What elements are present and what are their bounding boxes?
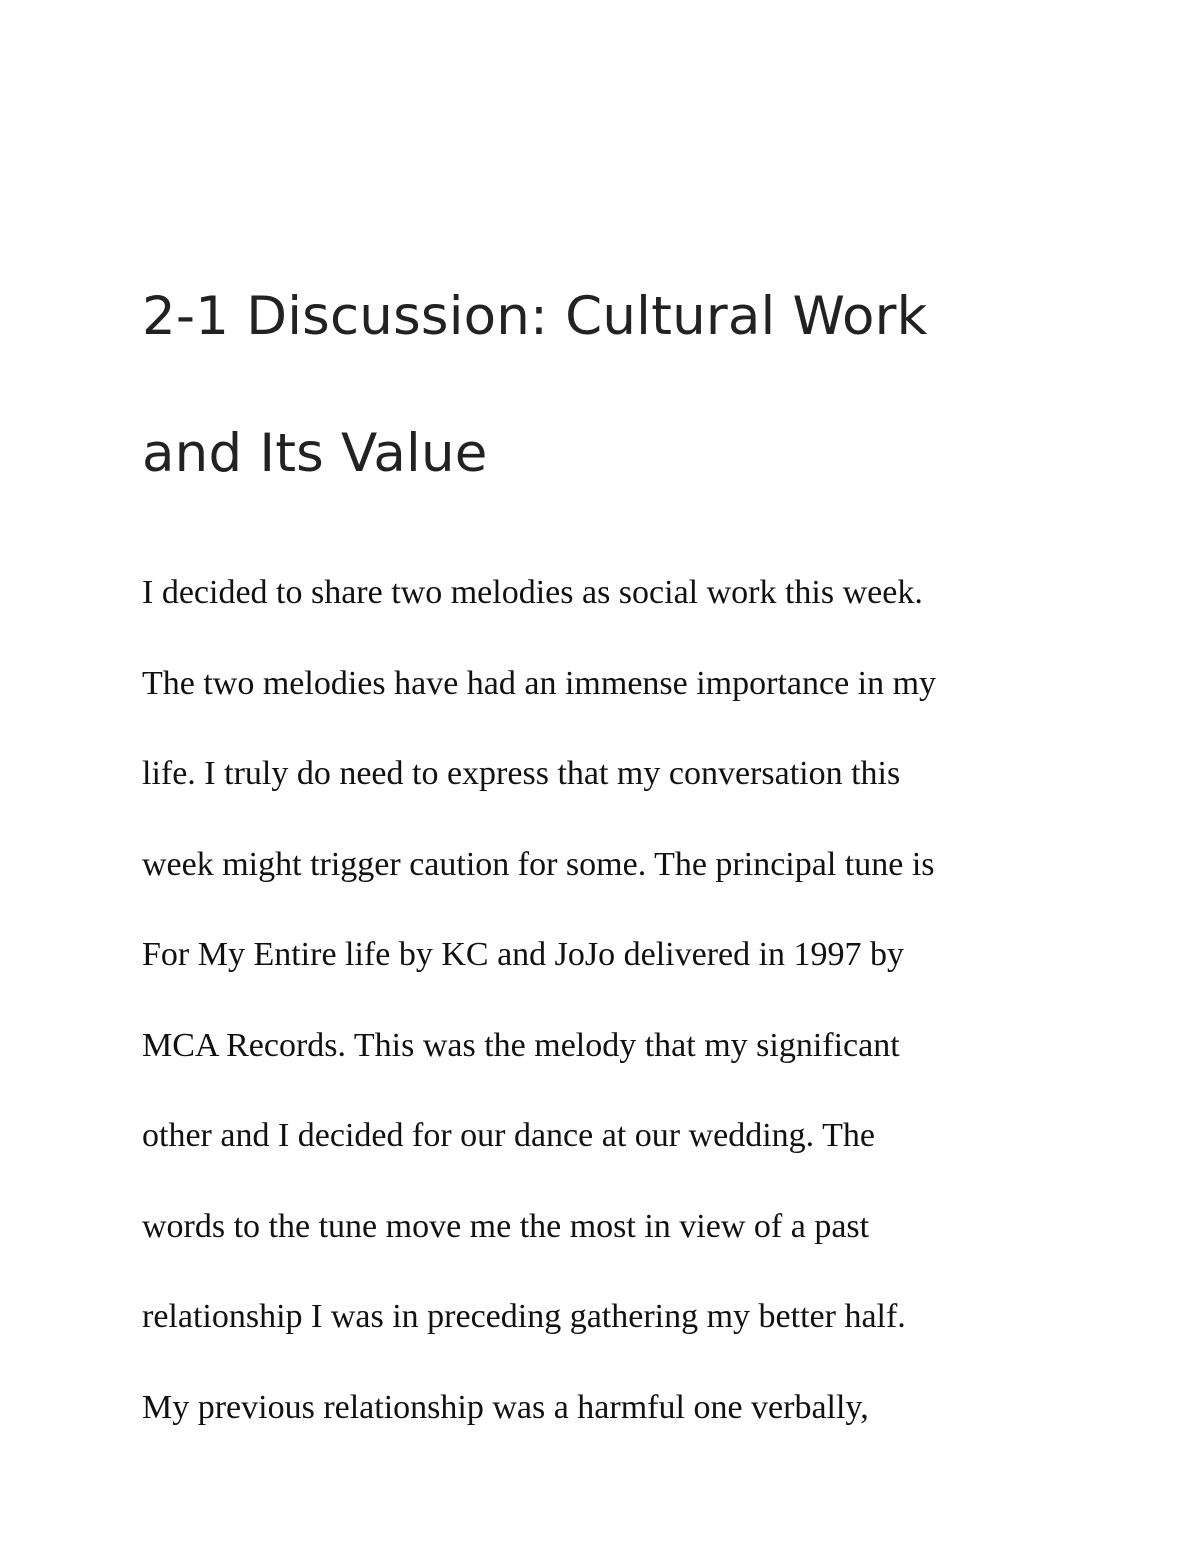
body-line: My previous relationship was a harmful one verbally,: [142, 1388, 869, 1426]
body-line: words to the tune move me the most in view of a past: [142, 1207, 870, 1245]
body-line: other and I decided for our dance at our wedding. The: [142, 1117, 875, 1154]
body-paragraph: [142, 522, 1082, 1453]
body-line: MCA Records. This was the melody that my significant: [142, 1026, 900, 1064]
title-line: 2-1 Discussion: Cultural Work: [142, 286, 928, 347]
body-line: relationship I was in preceding gathering my better half.: [142, 1298, 906, 1335]
body-line: For My Entire life by KC and JoJo delivered in 1997 by: [142, 936, 905, 973]
body-line: week might trigger caution for some. The principal tune is: [142, 845, 935, 883]
title-line: and Its Value: [142, 423, 488, 484]
document-title: [142, 248, 1082, 522]
body-line: I decided to share two melodies as social work this week.: [142, 574, 923, 611]
body-line: The two melodies have had an immense importance in my: [142, 664, 937, 702]
document-content: [142, 248, 1082, 1453]
body-line: life. I truly do need to express that my conversation this: [142, 755, 901, 792]
